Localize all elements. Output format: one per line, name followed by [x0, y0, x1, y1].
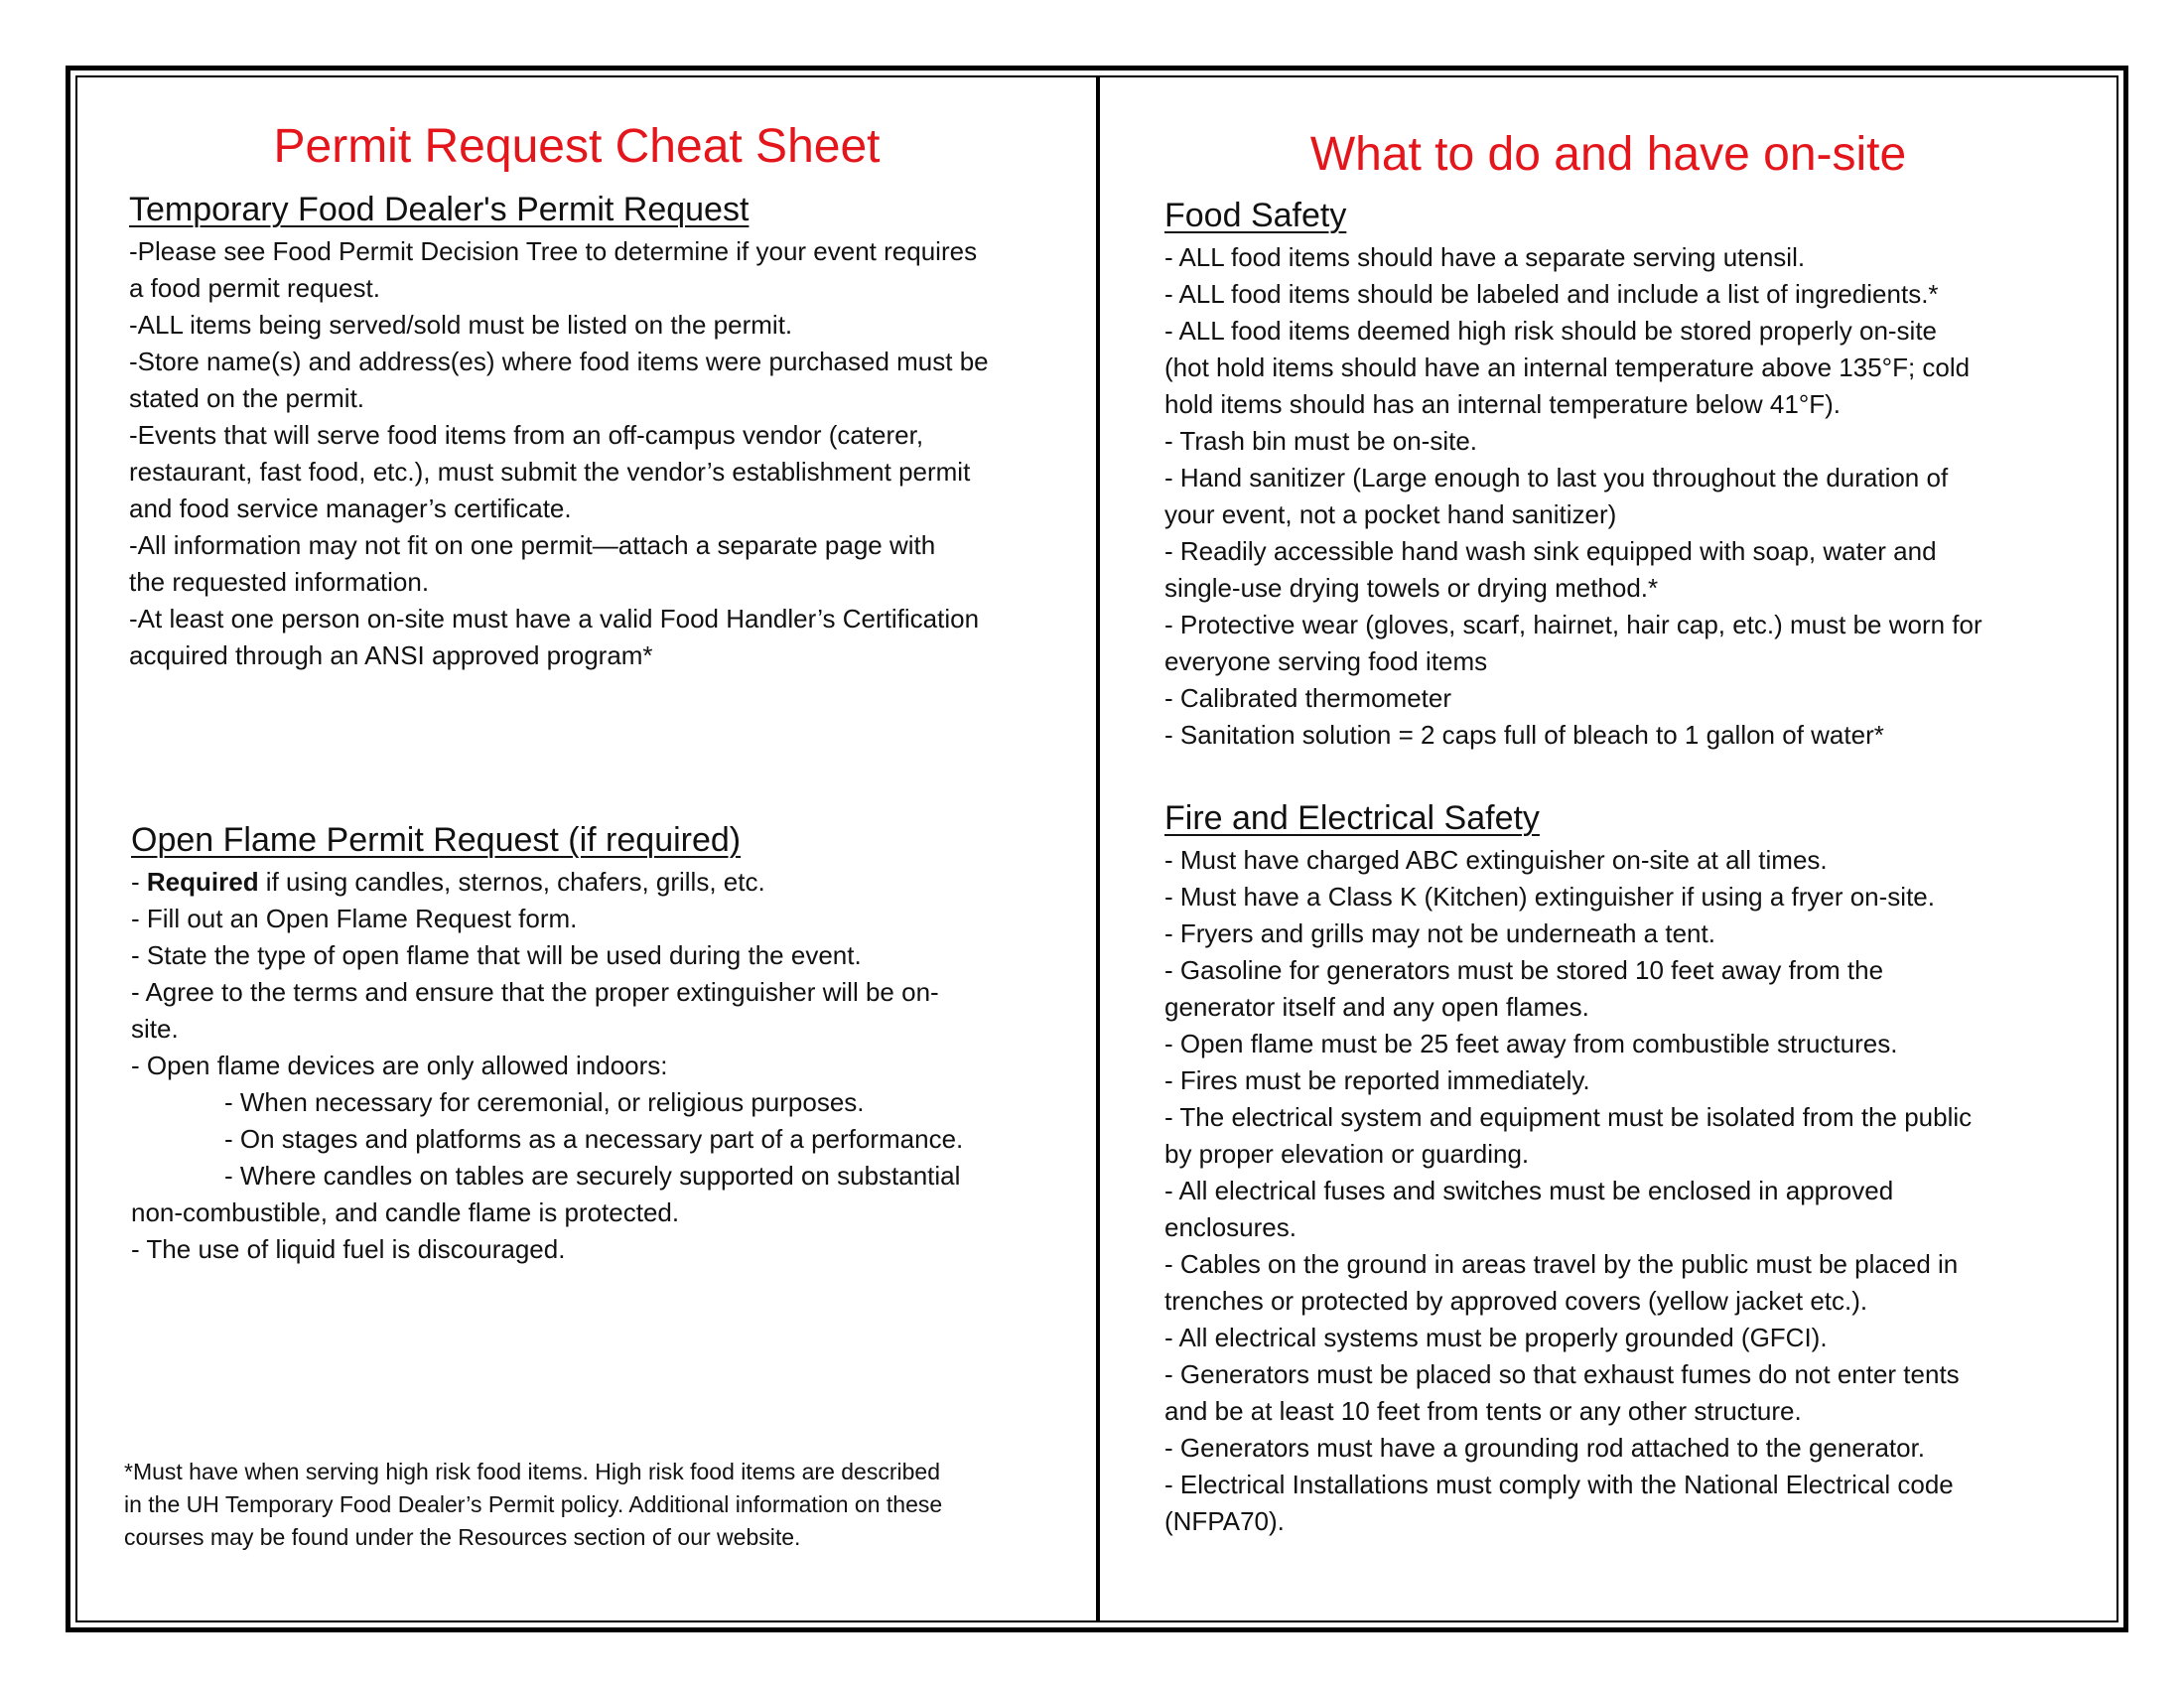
text-line: - State the type of open flame that will be used during the event.: [131, 940, 862, 970]
open-flame-heading: Open Flame Permit Request (if required): [131, 821, 742, 859]
text-line: site.: [131, 1014, 179, 1044]
text-line: generator itself and any open flames.: [1164, 992, 1589, 1022]
text-line: - All electrical fuses and switches must be enclosed in approved: [1164, 1176, 1894, 1205]
text-line: - Hand sanitizer (Large enough to last you throughout the duration of: [1164, 463, 1949, 492]
footnote: [124, 1456, 1057, 1554]
text-line: - Open flame must be 25 feet away from combustible structures.: [1164, 1029, 1898, 1058]
text-line: trenches or protected by approved covers (yellow jacket etc.).: [1164, 1286, 1868, 1316]
text-line: and food service manager’s certificate.: [129, 493, 572, 523]
text-line: - The use of liquid fuel is discouraged.: [131, 1234, 566, 1264]
text-line: acquired through an ANSI approved program*: [129, 640, 653, 670]
text-line: - Cables on the ground in areas travel by the public must be placed in: [1164, 1249, 1959, 1279]
text-line: - Sanitation solution = 2 caps full of bleach to 1 gallon of water*: [1164, 720, 1884, 750]
text-line: -Events that will serve food items from an off-campus vendor (caterer,: [129, 420, 924, 450]
text-line: by proper elevation or guarding.: [1164, 1139, 1530, 1169]
text-line: and be at least 10 feet from tents or any other structure.: [1164, 1396, 1802, 1426]
food-permit-lines: [129, 233, 1062, 674]
text-line: enclosures.: [1164, 1212, 1297, 1242]
food-safety-section: [1164, 194, 2078, 754]
text-line: - Generators must be placed so that exhaust fumes do not enter tents: [1164, 1359, 1960, 1389]
text-line: - When necessary for ceremonial, or religious purposes.: [224, 1087, 865, 1117]
text-line: - Fryers and grills may not be underneath a tent.: [1164, 918, 1715, 948]
open-flame-section: [131, 818, 1064, 1268]
text-line: - Fires must be reported immediately.: [1164, 1065, 1590, 1095]
text-line: single-use drying towels or drying method.*: [1164, 573, 1659, 603]
text-line: everyone serving food items: [1164, 646, 1488, 676]
text-line: stated on the permit.: [129, 383, 365, 413]
text-line: (NFPA70).: [1164, 1506, 1285, 1536]
fire-safety-section: [1164, 796, 2078, 1540]
fire-safety-heading: Fire and Electrical Safety: [1164, 799, 1540, 837]
text-line: restaurant, fast food, etc.), must submit the vendor’s establishment permit: [129, 457, 971, 487]
open-flame-lines: [131, 864, 1064, 1268]
footnote-line: in the UH Temporary Food Dealer’s Permit policy. Additional information on these: [124, 1491, 943, 1517]
text-line: - Gasoline for generators must be stored 10 feet away from the: [1164, 955, 1884, 985]
required-rest: if using candles, sternos, chafers, grills, etc.: [258, 867, 765, 897]
text-line: - Where candles on tables are securely supported on substantial: [224, 1161, 961, 1191]
text-line: -All information may not fit on one permit—attach a separate page with: [129, 530, 936, 560]
text-line: - ALL food items deemed high risk should be stored properly on-site: [1164, 316, 1938, 346]
text-line: your event, not a pocket hand sanitizer): [1164, 499, 1617, 529]
text-line: - Trash bin must be on-site.: [1164, 426, 1478, 456]
text-line: -ALL items being served/sold must be listed on the permit.: [129, 310, 793, 340]
text-line: a food permit request.: [129, 273, 380, 303]
text-line: non-combustible, and candle flame is protected.: [131, 1197, 680, 1227]
text-line: (hot hold items should have an internal temperature above 135°F; cold: [1164, 352, 1971, 382]
fire-safety-lines: [1164, 842, 2078, 1540]
text-line: - Generators must have a grounding rod attached to the generator.: [1164, 1433, 1926, 1463]
text-line: - Must have a Class K (Kitchen) extinguisher if using a fryer on-site.: [1164, 882, 1935, 912]
right-panel: [1100, 75, 2116, 1622]
food-safety-heading: Food Safety: [1164, 197, 1347, 234]
required-bold: Required: [146, 867, 259, 897]
text-line: - Must have charged ABC extinguisher on-site at all times.: [1164, 845, 1828, 875]
text-line: the requested information.: [129, 567, 430, 597]
text-line: - Protective wear (gloves, scarf, hairnet, hair cap, etc.) must be worn for: [1164, 610, 1982, 639]
text-line: - Fill out an Open Flame Request form.: [131, 904, 578, 933]
required-prefix: -: [131, 867, 147, 897]
right-title: What to do and have on-site: [1309, 128, 1907, 181]
text-line: - ALL food items should be labeled and include a list of ingredients.*: [1164, 279, 1939, 309]
text-line: -At least one person on-site must have a valid Food Handler’s Certification: [129, 604, 980, 633]
text-line: - The electrical system and equipment must be isolated from the public: [1164, 1102, 1973, 1132]
text-line: - Calibrated thermometer: [1164, 683, 1451, 713]
footnote-line: courses may be found under the Resources section of our website.: [124, 1524, 801, 1550]
text-line: hold items should has an internal temperature below 41°F).: [1164, 389, 1841, 419]
text-line: - Agree to the terms and ensure that the proper extinguisher will be on-: [131, 977, 939, 1007]
text-line: - On stages and platforms as a necessary part of a performance.: [224, 1124, 964, 1154]
food-safety-lines: [1164, 239, 2078, 754]
text-line: -Please see Food Permit Decision Tree to determine if your event requires: [129, 236, 978, 266]
text-line: - Readily accessible hand wash sink equipped with soap, water and: [1164, 536, 1937, 566]
text-line: -Store name(s) and address(es) where food items were purchased must be: [129, 347, 989, 376]
food-permit-section: [129, 188, 1062, 674]
text-line: - ALL food items should have a separate serving utensil.: [1164, 242, 1806, 272]
left-title: Permit Request Cheat Sheet: [273, 120, 881, 173]
text-line: - Electrical Installations must comply with the National Electrical code: [1164, 1470, 1954, 1499]
text-line: - Open flame devices are only allowed indoors:: [131, 1051, 668, 1080]
food-permit-heading: Temporary Food Dealer's Permit Request: [129, 191, 750, 228]
left-panel: [77, 75, 1096, 1622]
text-line: - All electrical systems must be properly grounded (GFCI).: [1164, 1323, 1828, 1352]
footnote-line: *Must have when serving high risk food items. High risk food items are described: [124, 1459, 940, 1484]
text-line: [131, 864, 1064, 901]
